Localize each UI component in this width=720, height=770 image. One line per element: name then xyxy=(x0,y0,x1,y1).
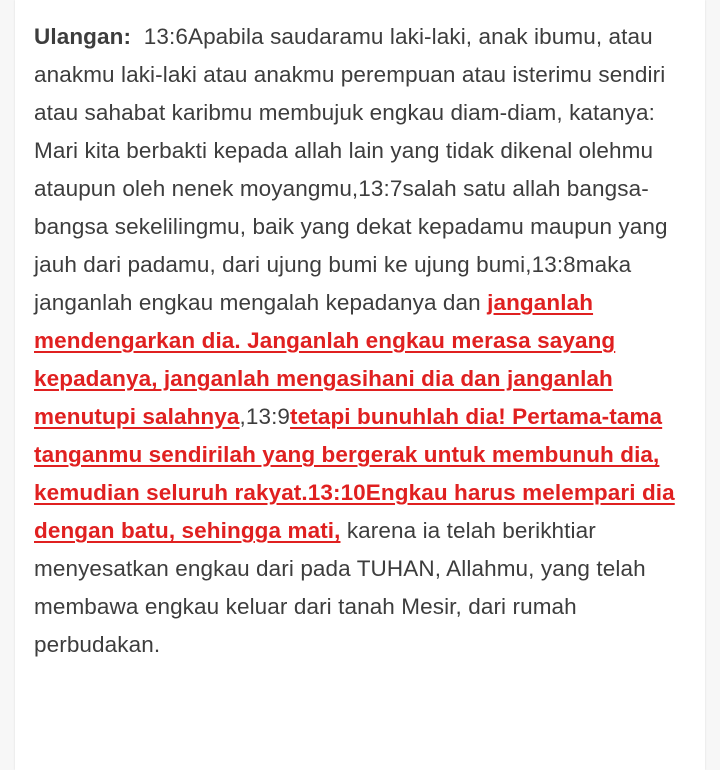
verse-text: 13:6Apabila saudaramu laki-laki, anak ibumu, atau anakmu laki-laki atau anakmu perempuan atau isterimu sendiri atau sahabat karibmu membujuk engkau diam-diam, katanya: Mari kita berbakti kepada allah lain yang tidak dikenal olehmu ataupun oleh nenek moyangmu,13:7salah satu allah bangsa-bangsa sekelilingmu, baik yang dekat kepadamu maupun yang jauh dari padamu, dari ujung bumi ke ujung bumi,13:8maka janganlah engkau mengalah kepadanya dan xyxy=(34,24,668,315)
scripture-passage xyxy=(34,18,684,664)
highlighted-text: tetapi bunuhlah dia! Pertama-tama tanganmu sendirilah yang bergerak untuk membunuh dia, kemudian seluruh rakyat.13:10Engkau harus melempari dia dengan batu, sehingga mati, xyxy=(34,404,675,543)
book-label: Ulangan: xyxy=(34,24,132,49)
highlighted-text: janganlah mendengarkan dia. Janganlah engkau merasa sayang kepadanya, janganlah mengasihani dia dan janganlah menutupi salahnya xyxy=(34,290,616,429)
content-card xyxy=(15,0,705,770)
verse-reference: ,13:9 xyxy=(239,404,291,429)
verse-text: karena ia telah berikhtiar menyesatkan engkau dari pada TUHAN, Allahmu, yang telah membawa engkau keluar dari tanah Mesir, dari rumah perbudakan. xyxy=(34,518,646,657)
